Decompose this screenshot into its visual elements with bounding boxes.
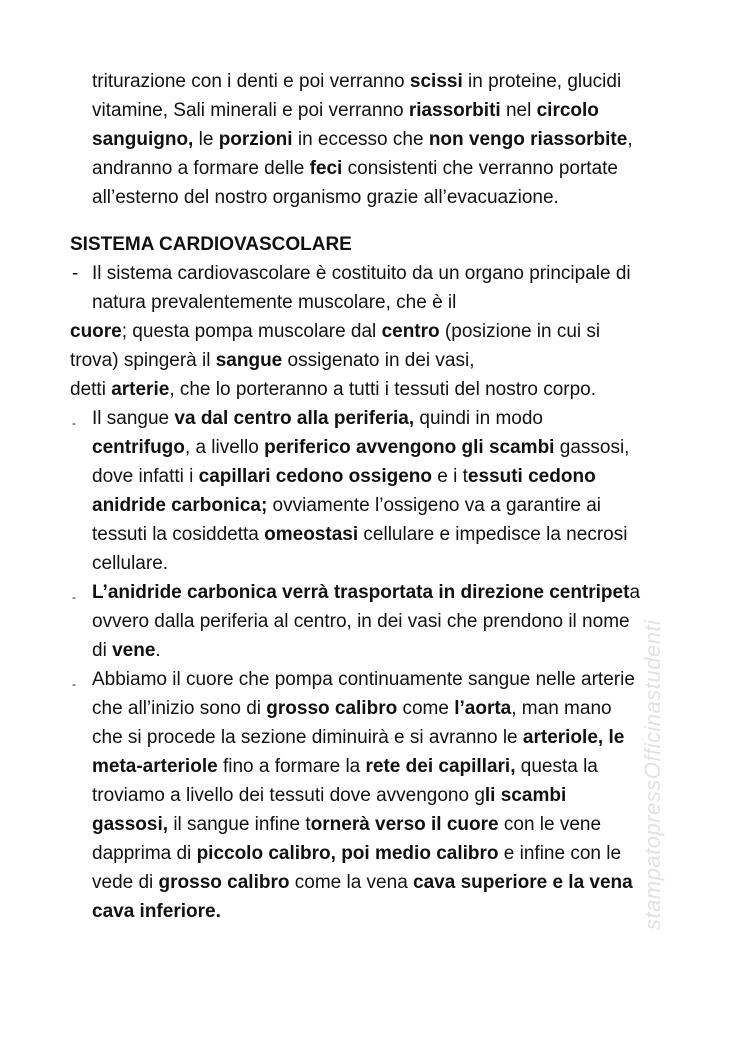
text-segment: ; questa pompa muscolare dal — [121, 321, 382, 342]
text-line — [92, 784, 566, 808]
bullet-dash: - — [72, 677, 76, 691]
bold-text: sangue — [215, 350, 283, 371]
text-line — [92, 813, 601, 837]
bold-text: essuti cedono — [467, 466, 596, 487]
bold-text: arteriole, le — [522, 727, 625, 748]
text-segment: le — [193, 129, 219, 150]
bold-text: periferico avvengono gli scambi — [264, 437, 555, 458]
text-line — [92, 552, 168, 576]
text-segment: triturazione con i denti e poi verranno — [92, 71, 410, 92]
text-segment: come — [397, 698, 455, 719]
text-segment: Il sistema cardiovascolare è costituito da un organo principale di — [92, 263, 631, 284]
bold-text: li scambi — [484, 785, 567, 806]
text-segment: dapprima di — [92, 843, 197, 864]
text-segment: gassosi, — [554, 437, 630, 458]
text-segment: che all’inizio sono di — [92, 698, 267, 719]
bold-text: centro — [381, 321, 440, 342]
text-segment: all’esterno del nostro organismo grazie all’evacuazione. — [92, 187, 559, 208]
text-line — [92, 157, 618, 181]
watermark: stampatopressOfficinastudenti — [640, 619, 665, 930]
text-segment: come la vena — [289, 872, 414, 893]
bold-text: cava superiore e la vena — [413, 872, 633, 893]
bold-text: scissi — [409, 71, 463, 92]
section-heading: SISTEMA CARDIOVASCOLARE — [70, 234, 352, 255]
text-line — [92, 668, 635, 692]
bold-text: vene — [112, 640, 156, 661]
text-line — [92, 755, 598, 779]
text-line — [92, 407, 543, 431]
bold-text: grosso calibro — [266, 698, 398, 719]
text-line — [92, 494, 601, 518]
text-segment: quindi in modo — [414, 408, 543, 429]
text-segment: cellulare. — [92, 553, 169, 574]
text-segment: nel — [500, 100, 537, 121]
text-segment: il sangue infine t — [168, 814, 311, 835]
text-segment: che si procede la sezione diminuirà e si avranno le — [92, 727, 523, 748]
text-segment: a — [629, 582, 641, 603]
text-segment: vitamine, Sali minerali e poi verranno — [92, 100, 409, 121]
text-segment: dove infatti i — [92, 466, 199, 487]
text-segment: natura prevalentemente muscolare, che è il — [92, 292, 457, 313]
bold-text: omeostasi — [264, 524, 359, 545]
bold-text: non vengo riassorbite — [428, 129, 628, 150]
text-line — [92, 99, 599, 123]
text-segment: (posizione in cui si — [439, 321, 601, 342]
text-segment: consistenti che verranno portate — [342, 158, 619, 179]
bullet-dash: - — [72, 416, 76, 430]
text-segment: , man mano — [511, 698, 612, 719]
text-line — [70, 378, 596, 402]
text-segment: tessuti la cosiddetta — [92, 524, 265, 545]
text-line — [92, 436, 629, 460]
bold-text: gassosi, — [92, 814, 169, 835]
text-line — [92, 842, 621, 866]
bold-text: arterie — [111, 379, 170, 400]
text-segment: detti — [70, 379, 112, 400]
text-segment: ovvero dalla periferia al centro, in dei vasi che prendono il nome — [92, 611, 630, 632]
bold-text: riassorbiti — [408, 100, 501, 121]
text-segment: , — [627, 129, 633, 150]
text-segment: ossigenato in dei vasi, — [282, 350, 475, 371]
text-segment: in proteine, glucidi — [462, 71, 622, 92]
bold-text: grosso calibro — [158, 872, 290, 893]
bold-text: cava inferiore. — [92, 901, 221, 922]
bold-text: sanguigno, — [92, 129, 194, 150]
text-line — [92, 70, 621, 94]
bold-text: l’aorta — [454, 698, 512, 719]
text-line — [70, 320, 600, 344]
bold-text: L’anidride carbonica verrà trasportata in direzione centripet — [92, 582, 630, 603]
text-line — [92, 262, 631, 286]
text-line — [92, 465, 596, 489]
bold-text: rete dei capillari, — [365, 756, 516, 777]
text-segment: troviamo a livello dei tessuti dove avvengono g — [92, 785, 485, 806]
bold-text: cuore — [70, 321, 122, 342]
bold-text: va dal centro alla periferia, — [174, 408, 415, 429]
text-segment: vede di — [92, 872, 159, 893]
text-line — [92, 726, 624, 750]
text-segment: e i t — [432, 466, 468, 487]
text-segment: Abbiamo il cuore che pompa continuamente sangue nelle arterie — [92, 669, 635, 690]
text-segment: e infine con le — [498, 843, 622, 864]
text-line — [92, 291, 456, 315]
bold-text: capillari cedono ossigeno — [198, 466, 433, 487]
bold-text: ornerà verso il cuore — [310, 814, 499, 835]
text-line — [92, 871, 633, 895]
text-segment: in eccesso che — [292, 129, 429, 150]
text-line — [92, 697, 612, 721]
text-line — [92, 900, 221, 924]
bold-text: piccolo calibro, poi medio calibro — [196, 843, 499, 864]
text-line — [92, 523, 627, 547]
bold-text: centrifugo — [92, 437, 185, 458]
text-segment: Il sangue — [92, 408, 175, 429]
text-segment: ovviamente l’ossigeno va a garantire ai — [267, 495, 602, 516]
text-segment: questa la — [515, 756, 598, 777]
text-line — [92, 610, 630, 634]
bold-text: porzioni — [218, 129, 293, 150]
text-line — [92, 581, 640, 605]
text-segment: trova) spingerà il — [70, 350, 216, 371]
text-line — [70, 349, 475, 373]
bold-text: circolo — [536, 100, 599, 121]
bullet-dash: - — [72, 263, 79, 284]
text-segment: di — [92, 640, 113, 661]
text-line — [92, 128, 633, 152]
text-segment: , che lo porteranno a tutti i tessuti del nostro corpo. — [169, 379, 596, 400]
text-line — [92, 639, 161, 663]
bold-text: anidride carbonica; — [92, 495, 268, 516]
text-segment: , a livello — [184, 437, 265, 458]
bullet-dash: - — [72, 590, 76, 604]
bold-text: feci — [309, 158, 343, 179]
text-segment: . — [155, 640, 161, 661]
text-segment: cellulare e impedisce la necrosi — [358, 524, 628, 545]
text-segment: con le vene — [498, 814, 602, 835]
bold-text: meta-arteriole — [92, 756, 218, 777]
text-segment: fino a formare la — [217, 756, 366, 777]
text-segment: andranno a formare delle — [92, 158, 310, 179]
text-line — [92, 186, 559, 210]
